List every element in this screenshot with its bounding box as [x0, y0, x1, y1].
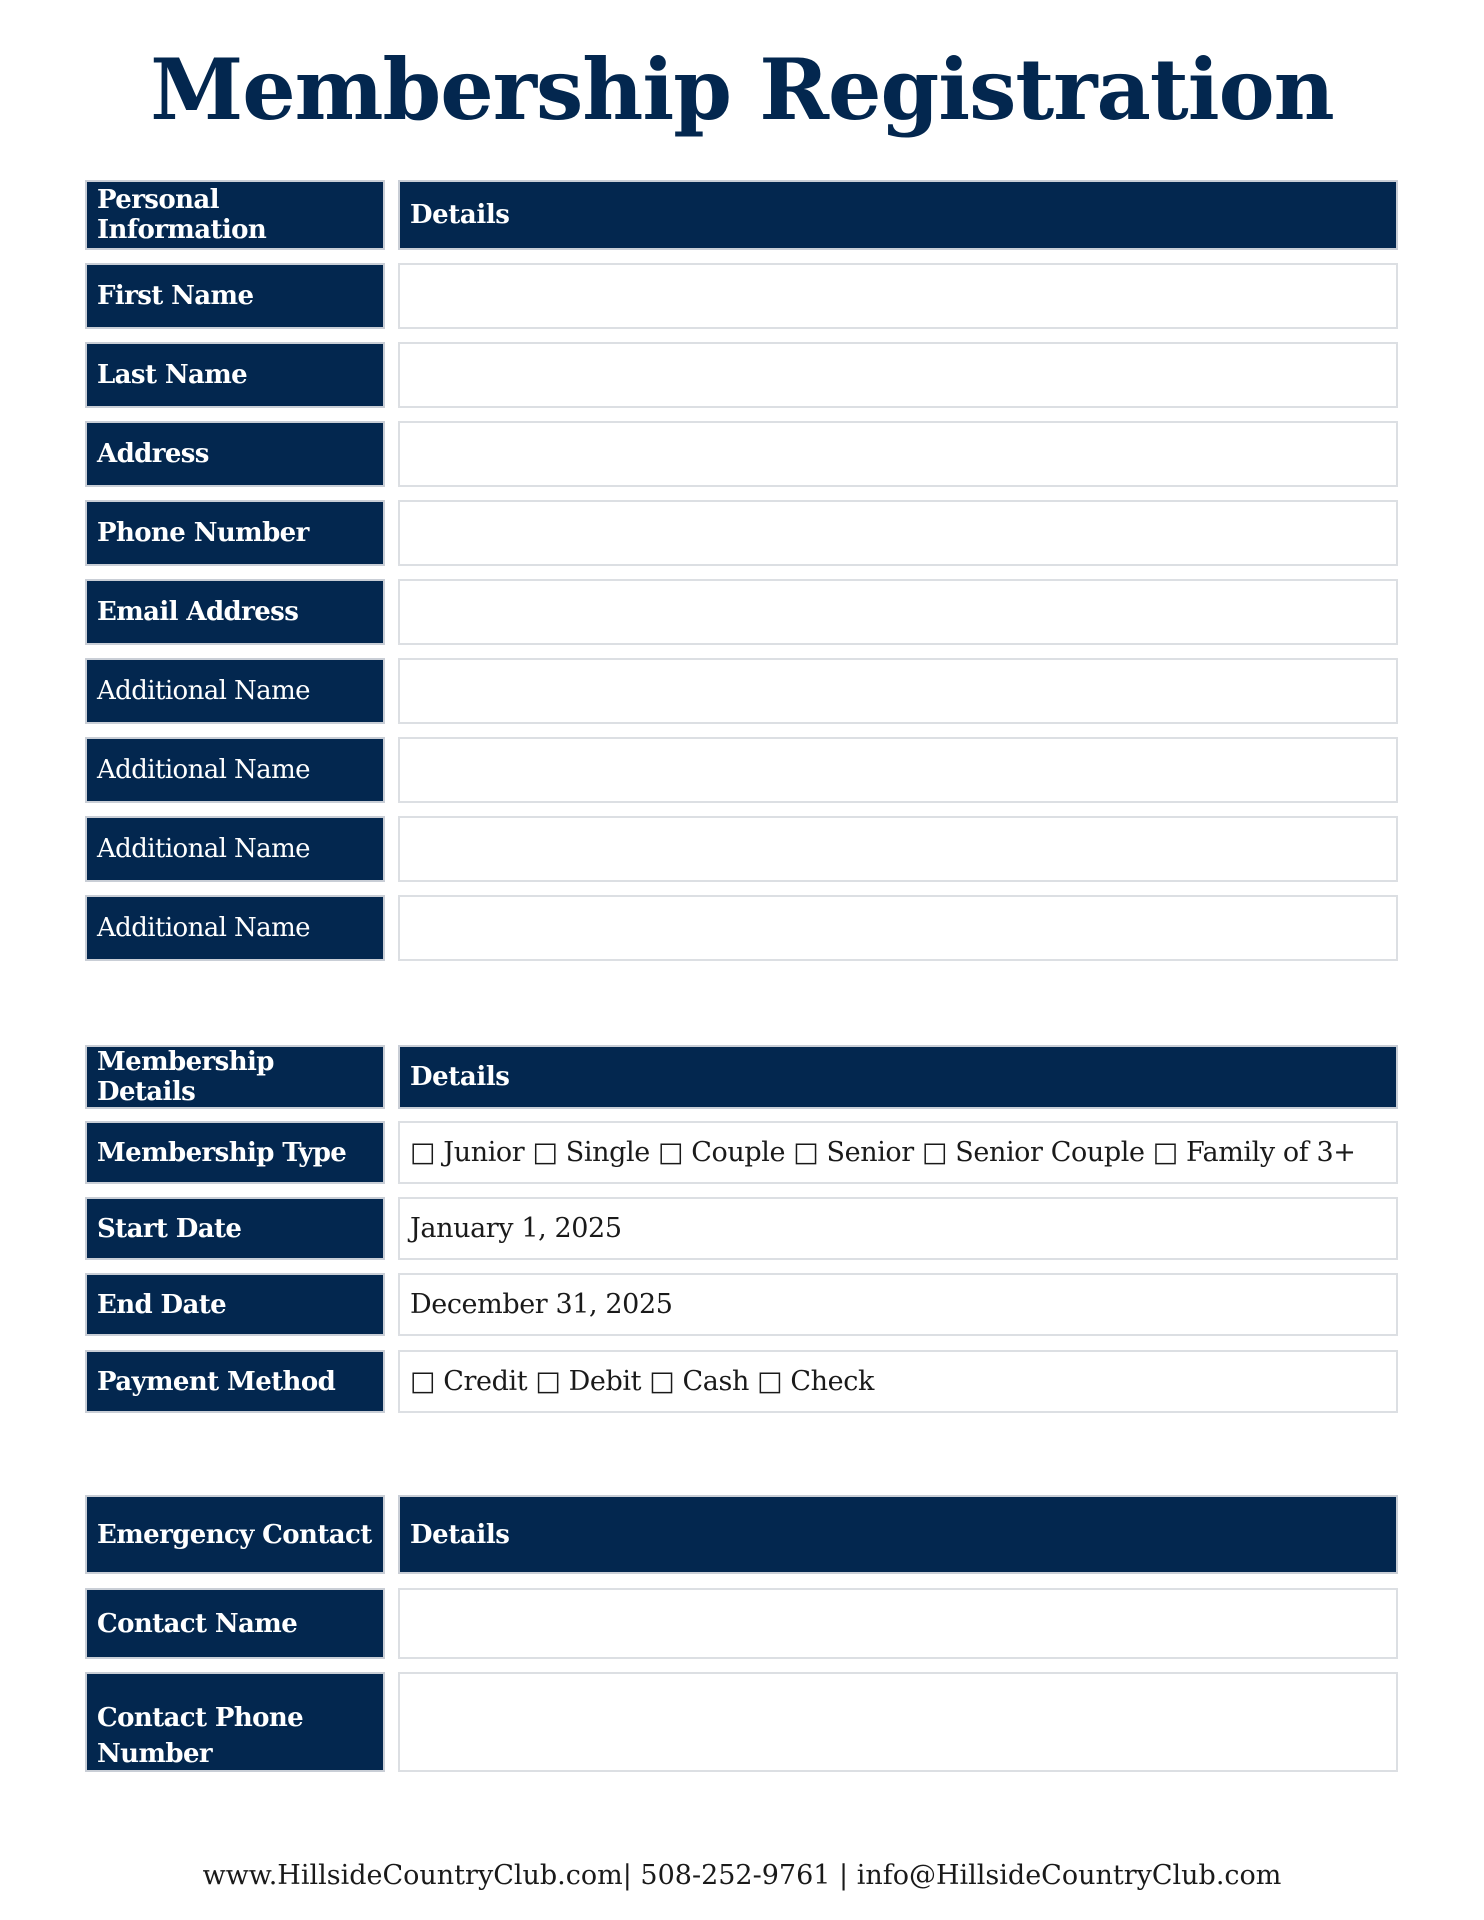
phone-number-field[interactable]	[398, 500, 1398, 566]
form-row-address	[85, 421, 1398, 487]
last-name-field[interactable]	[398, 342, 1398, 408]
emergency-details-header: Details	[398, 1495, 1398, 1574]
form-row-end-date	[85, 1273, 1398, 1336]
form-row-additional-name-4	[85, 895, 1398, 961]
membership-type-label: Membership Type	[85, 1121, 385, 1184]
first-name-field[interactable]	[398, 263, 1398, 329]
form-row-start-date	[85, 1197, 1398, 1260]
address-label: Address	[85, 421, 385, 487]
contact-phone-label: Contact Phone Number	[85, 1672, 385, 1772]
form-row-additional-name-3	[85, 816, 1398, 882]
form-row-additional-name-1	[85, 658, 1398, 724]
payment-method-label: Payment Method	[85, 1350, 385, 1413]
end-date-label: End Date	[85, 1273, 385, 1336]
contact-phone-field[interactable]	[398, 1672, 1398, 1772]
additional-name-label: Additional Name	[85, 737, 385, 803]
membership-section-label: Membership Details	[85, 1045, 385, 1109]
additional-name-field[interactable]	[398, 737, 1398, 803]
personal-details-header: Details	[398, 180, 1398, 250]
form-row-payment-method	[85, 1350, 1398, 1413]
emergency-section-label: Emergency Contact	[85, 1495, 385, 1574]
form-row-phone	[85, 500, 1398, 566]
additional-name-field[interactable]	[398, 816, 1398, 882]
last-name-label: Last Name	[85, 342, 385, 408]
phone-number-label: Phone Number	[85, 500, 385, 566]
start-date-label: Start Date	[85, 1197, 385, 1260]
emergency-header-row	[85, 1495, 1398, 1574]
form-row-first-name	[85, 263, 1398, 329]
start-date-field[interactable]: January 1, 2025	[398, 1197, 1398, 1260]
footer-contact-info: www.HillsideCountryClub.com| 508-252-9761 | info@HillsideCountryClub.com	[202, 1860, 1282, 1891]
form-row-last-name	[85, 342, 1398, 408]
personal-header-row	[85, 180, 1398, 250]
payment-method-options[interactable]: □ Credit □ Debit □ Cash □ Check	[398, 1350, 1398, 1413]
email-address-label: Email Address	[85, 579, 385, 645]
page-title: Membership Registration	[150, 40, 1334, 139]
form-row-contact-name	[85, 1588, 1398, 1659]
membership-details-header: Details	[398, 1045, 1398, 1109]
contact-name-field[interactable]	[398, 1588, 1398, 1659]
additional-name-field[interactable]	[398, 895, 1398, 961]
address-field[interactable]	[398, 421, 1398, 487]
additional-name-label: Additional Name	[85, 816, 385, 882]
additional-name-label: Additional Name	[85, 658, 385, 724]
contact-name-label: Contact Name	[85, 1588, 385, 1659]
end-date-field[interactable]: December 31, 2025	[398, 1273, 1398, 1336]
personal-section-label: Personal Information	[85, 180, 385, 250]
membership-type-options[interactable]: □ Junior □ Single □ Couple □ Senior □ Senior Couple □ Family of 3+	[398, 1121, 1398, 1184]
form-row-membership-type	[85, 1121, 1398, 1184]
email-address-field[interactable]	[398, 579, 1398, 645]
form-row-contact-phone	[85, 1672, 1398, 1772]
form-row-email	[85, 579, 1398, 645]
membership-header-row	[85, 1045, 1398, 1109]
additional-name-field[interactable]	[398, 658, 1398, 724]
first-name-label: First Name	[85, 263, 385, 329]
form-row-additional-name-2	[85, 737, 1398, 803]
additional-name-label: Additional Name	[85, 895, 385, 961]
